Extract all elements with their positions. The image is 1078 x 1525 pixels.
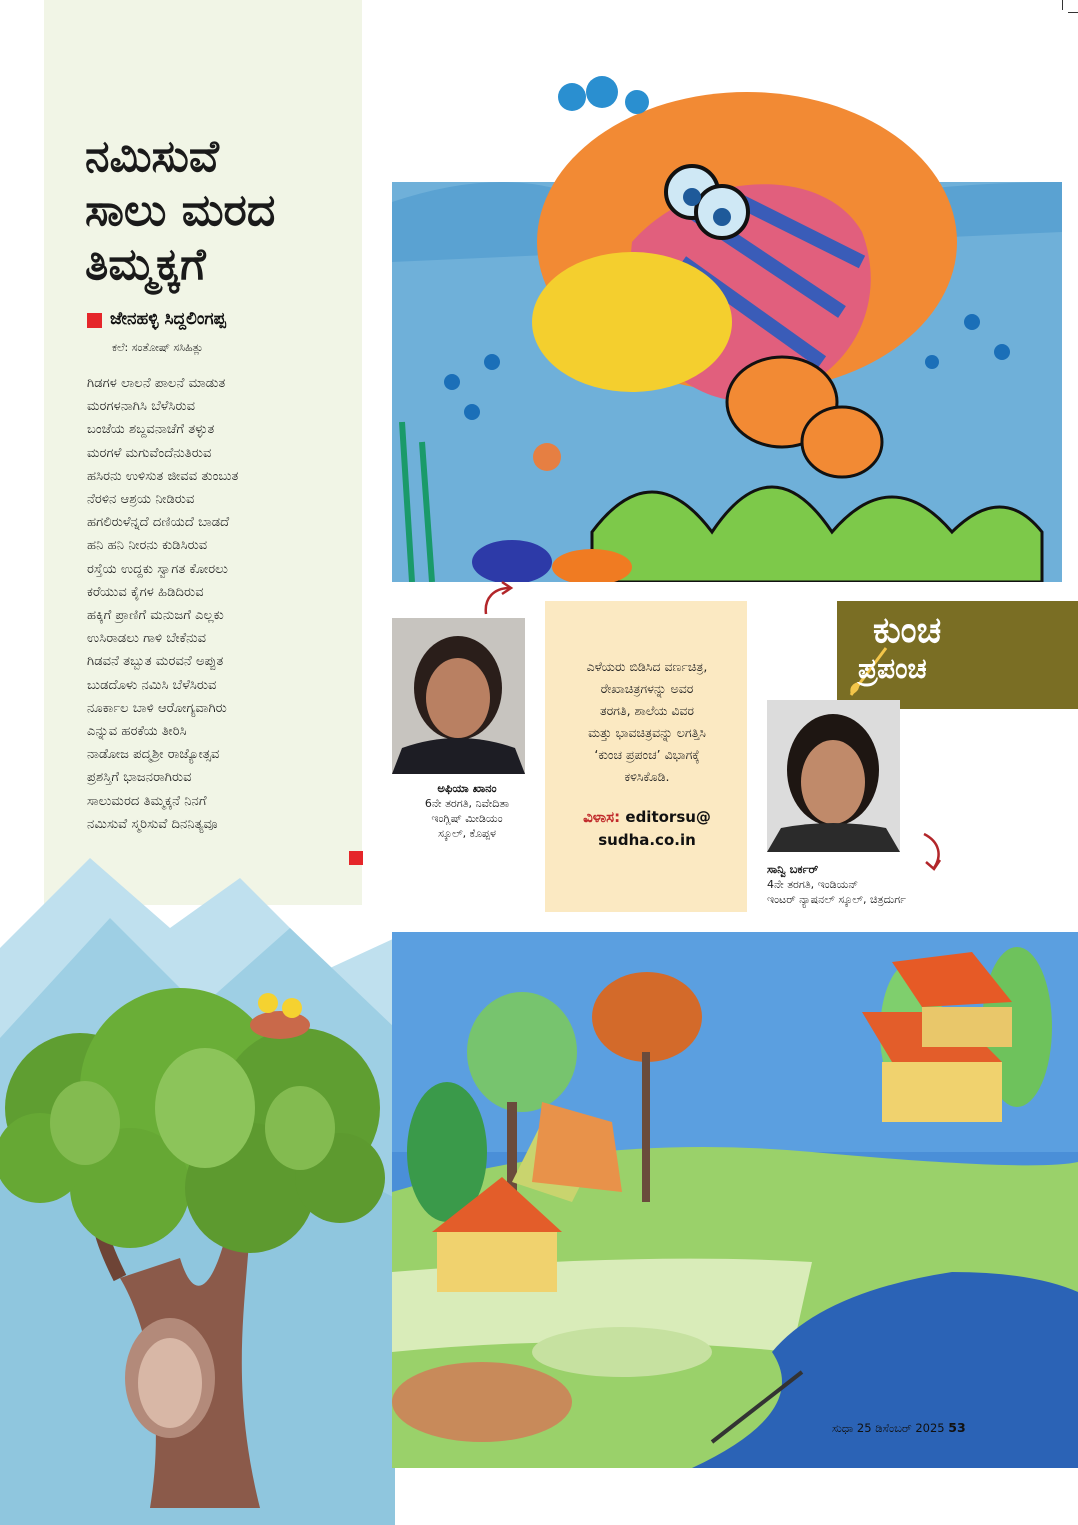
notice-line: ಎಳೆಯರು ಬಿಡಿಸಿದ ವರ್ಣಚಿತ್ರ, bbox=[586, 659, 708, 674]
poem-line: ಹನಿ ಹನಿ ನೀರನು ಕುಡಿಸಿರುವ bbox=[87, 538, 208, 554]
artist-detail: ಸ್ಕೂಲ್, ಕೊಪ್ಪಳ bbox=[438, 827, 496, 840]
crop-mark bbox=[1068, 12, 1078, 13]
artist-detail: 6ನೇ ತರಗತಿ, ನಿವೇದಿತಾ bbox=[424, 797, 510, 810]
poem-line: ಎನ್ನುವ ಹರಕೆಯ ತೀರಿಸಿ bbox=[87, 724, 187, 740]
poem-line: ಹಸಿರನು ಉಳಿಸುತ ಜೀವವ ತುಂಬುತ bbox=[87, 468, 239, 484]
poem-line: ಸಾಲುಮರದ ತಿಮ್ಮಕ್ಕನೆ ನಿನಗೆ bbox=[87, 793, 207, 809]
poem-line: ಬಂಜೆಯ ಶಬ್ದವನಾಚೆಗೆ ತಳ್ಳುತ bbox=[87, 422, 215, 438]
artist-detail: ಇಂಗ್ಲಿಷ್ ಮೀಡಿಯಂ bbox=[431, 812, 503, 825]
poem-line: ಬುಡದೊಳು ನಮಿಸಿ ಬೆಳೆಸಿರುವ bbox=[87, 677, 217, 693]
author-marker bbox=[87, 313, 102, 328]
email-link-domain[interactable]: sudha.co.in bbox=[598, 831, 696, 849]
notice-line: ‘ಕುಂಚ ಪ್ರಪಂಚ’ ವಿಭಾಗಕ್ಕೆ bbox=[594, 747, 700, 762]
artist-detail: 4ನೇ ತರಗತಿ, ಇಂಡಿಯನ್ bbox=[767, 878, 859, 891]
section-subtitle: ಪ್ರಪಂಚ bbox=[858, 652, 927, 685]
tree-illustration bbox=[0, 858, 395, 1525]
crop-mark bbox=[1062, 0, 1063, 10]
address bbox=[553, 806, 741, 852]
poem-line: ನೂರ್ಕಾಲ ಬಾಳಿ ಆರೋಗ್ಯವಾಗಿರು bbox=[87, 700, 227, 716]
poem-title-line: ಸಾಲು ಮರದ bbox=[85, 185, 276, 236]
poem-line: ಹಕ್ಕಿಗೆ ಪ್ರಾಣಿಗೆ ಮನುಜಗೆ ಎಲ್ಲಕು bbox=[87, 608, 224, 624]
notice-line: ಕಳಿಸಿಕೊಡಿ. bbox=[624, 769, 670, 784]
poem-line: ಕರೆಯುವ ಕೈಗಳ ಹಿಡಿದಿರುವ bbox=[87, 584, 204, 600]
fish-drawing bbox=[392, 62, 1062, 582]
poem-body bbox=[87, 372, 357, 836]
notice-line: ರೇಖಾಚಿತ್ರಗಳನ್ನು ಅವರ bbox=[600, 681, 694, 696]
poem-author: ಜೇನಹಳ್ಳಿ ಸಿದ್ದಲಿಂಗಪ್ಪ bbox=[110, 309, 226, 329]
artist-photo bbox=[767, 700, 900, 852]
page-number: 53 bbox=[948, 1420, 966, 1435]
poem-title-line: ತಿಮ್ಮಕ್ಕಗೆ bbox=[85, 239, 206, 290]
notice-line: ಮತ್ತು ಭಾವಚಿತ್ರವನ್ನು ಲಗತ್ತಿಸಿ bbox=[588, 725, 706, 740]
poem-title-line: ನಮಿಸುವೆ bbox=[85, 131, 219, 182]
poem-line: ಗಿಡವನೆ ತಬ್ಬುತ ಮರವನೆ ಅಪ್ಪುತ bbox=[87, 654, 224, 670]
poem-line: ನಾಡೋಜ ಪದ್ಮಶ್ರೀ ರಾಜ್ಯೋತ್ಸವ bbox=[87, 747, 220, 763]
artist-photo bbox=[392, 618, 525, 774]
footer-publication: ಸುಧಾ 25 ಡಿಸೆಂಬರ್ 2025 bbox=[832, 1421, 945, 1435]
artist-detail: ಇಂಟರ್ ನ್ಯಾಷನಲ್ ಸ್ಕೂಲ್, ಚಿತ್ರದುರ್ಗ bbox=[767, 893, 906, 906]
artist-name: ಅಫಿಯಾ ಖಾನಂ bbox=[437, 781, 497, 795]
notice-text bbox=[553, 656, 741, 788]
poem-line: ಮರಗಳೆ ಮಗುವೆಂದೆನುತಿರುವ bbox=[87, 445, 212, 461]
poem-line: ನಮಿಸುವೆ ಸ್ಮರಿಸುವೆ ದಿನನಿತ್ಯವೂ bbox=[87, 816, 218, 832]
poem-line: ಮರಗಳನಾಗಿಸಿ ಬೆಳೆಸಿರುವ bbox=[87, 399, 196, 415]
artist-caption bbox=[392, 781, 542, 841]
poem-line: ಉಸಿರಾಡಲು ಗಾಳಿ ಬೇಕೆನುವ bbox=[87, 631, 207, 647]
poem-line: ನೆರಳಿನ ಆಶ್ರಯ ನೀಡಿರುವ bbox=[87, 492, 195, 508]
page-footer bbox=[832, 1420, 966, 1436]
poem-line: ಪ್ರಶಸ್ತಿಗೆ ಭಾಜನರಾಗಿರುವ bbox=[87, 770, 192, 786]
notice-line: ತರಗತಿ, ಶಾಲೆಯ ವಿವರ bbox=[599, 703, 695, 718]
poem-title bbox=[85, 130, 355, 292]
section-title: ಕುಂಚ bbox=[873, 610, 942, 651]
art-credit: ಕಲೆ: ಸಂತೋಷ್ ಸಸಿಹಿತ್ಲು bbox=[112, 341, 204, 354]
poem-line: ಹಗಲಿರುಳೆನ್ನದೆ ದಣಿಯದೆ ಬಾಡದೆ bbox=[87, 515, 230, 531]
landscape-drawing bbox=[392, 932, 1078, 1468]
artist-name: ಸಾನ್ವಿ ಬರ್ಕರ್ bbox=[767, 862, 819, 876]
address-label: ವಿಳಾಸ: bbox=[583, 808, 621, 826]
artist-caption bbox=[767, 862, 987, 907]
poem-line: ರಸ್ತೆಯ ಉದ್ದಕು ಸ್ವಾಗತ ಕೋರಲು bbox=[87, 561, 228, 577]
email-link[interactable]: editorsu@ bbox=[625, 808, 711, 826]
arrow-icon bbox=[478, 580, 518, 616]
poem-line: ಗಿಡಗಳ ಲಾಲನೆ ಪಾಲನೆ ಮಾಡುತ bbox=[87, 376, 226, 391]
